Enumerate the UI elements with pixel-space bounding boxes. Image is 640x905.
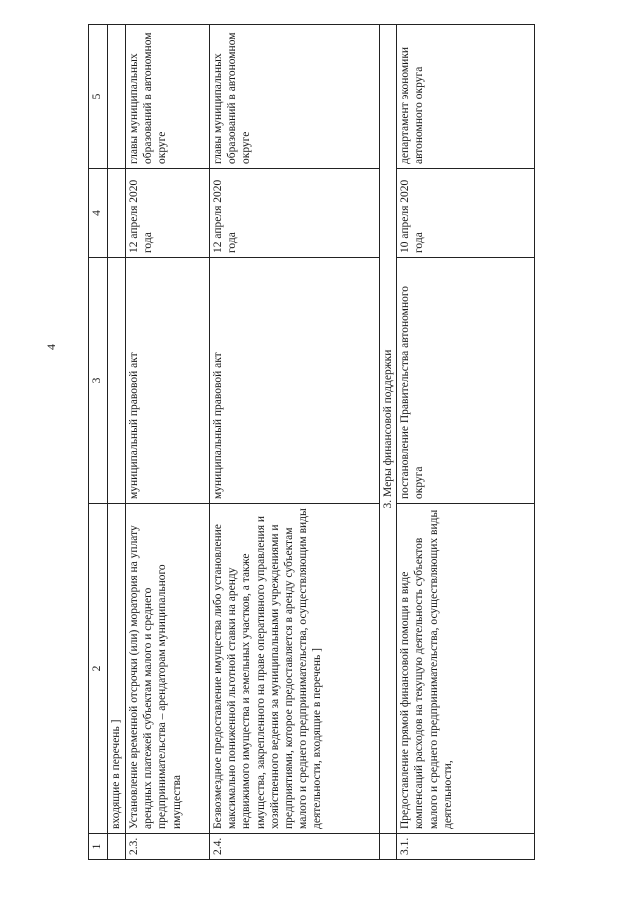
row-number: 2.4. bbox=[210, 834, 380, 860]
deadline: 12 апреля 2020 года bbox=[210, 169, 380, 258]
deadline: 10 апреля 2020 года bbox=[397, 169, 535, 258]
continuation-num-cell bbox=[108, 834, 126, 860]
row-number: 2.3. bbox=[126, 834, 210, 860]
table-row bbox=[397, 25, 535, 860]
responsible: главы муниципальных образований в автономном округе bbox=[210, 25, 380, 169]
document-type: муниципальный правовой акт bbox=[126, 258, 210, 504]
header-row bbox=[89, 25, 108, 860]
measures-table bbox=[88, 24, 535, 860]
header-col-5: 5 bbox=[89, 25, 108, 169]
responsible: департамент экономики автономного округа bbox=[397, 25, 535, 169]
responsible: главы муниципальных образований в автономном округе bbox=[126, 25, 210, 169]
page-number: 4 bbox=[44, 344, 58, 350]
document-type: постановление Правительства автономного округа bbox=[397, 258, 535, 504]
continuation-cell-3 bbox=[108, 258, 126, 504]
measure-text: Установление временной отсрочки (или) моратория на уплату арендных платежей субъектам малого и среднего предпринимательства – арендаторам муниципального имущества bbox=[126, 504, 210, 834]
measures-table-sheet bbox=[88, 25, 535, 860]
continuation-cell-4 bbox=[108, 169, 126, 258]
table-row bbox=[126, 25, 210, 860]
document-type: муниципальный правовой акт bbox=[210, 258, 380, 504]
header-col-2: 2 bbox=[89, 504, 108, 834]
deadline: 12 апреля 2020 года bbox=[126, 169, 210, 258]
section-title: 3. Меры финансовой поддержки bbox=[380, 25, 397, 834]
header-col-1: 1 bbox=[89, 834, 108, 860]
section-row bbox=[380, 25, 397, 860]
measure-text: Предоставление прямой финансовой помощи в виде компенсаций расходов на текущую деятельность субъектов малого и среднего предпринимательства, осуществляющих виды деятельности, bbox=[397, 504, 535, 834]
continuation-row bbox=[108, 25, 126, 860]
table-row bbox=[210, 25, 380, 860]
measure-text: Безвозмездное предоставление имущества либо установление максимально пониженной льготной ставки на аренду недвижимого имущества и земельных участков, а также имущества, закрепленного на праве оперативного управления и хозяйственного ведения за муниципальными учреждениями и предприятиями, которое предоставляется в аренду субъектам малого и среднего предпринимательства, осуществляющим виды деятельности, входящие в перечень ] bbox=[210, 504, 380, 834]
header-col-3: 3 bbox=[89, 258, 108, 504]
continuation-text: входящие в перечень ] bbox=[108, 504, 126, 834]
row-number: 3.1. bbox=[397, 834, 535, 860]
continuation-cell-5 bbox=[108, 25, 126, 169]
section-num-cell bbox=[380, 834, 397, 860]
header-col-4: 4 bbox=[89, 169, 108, 258]
